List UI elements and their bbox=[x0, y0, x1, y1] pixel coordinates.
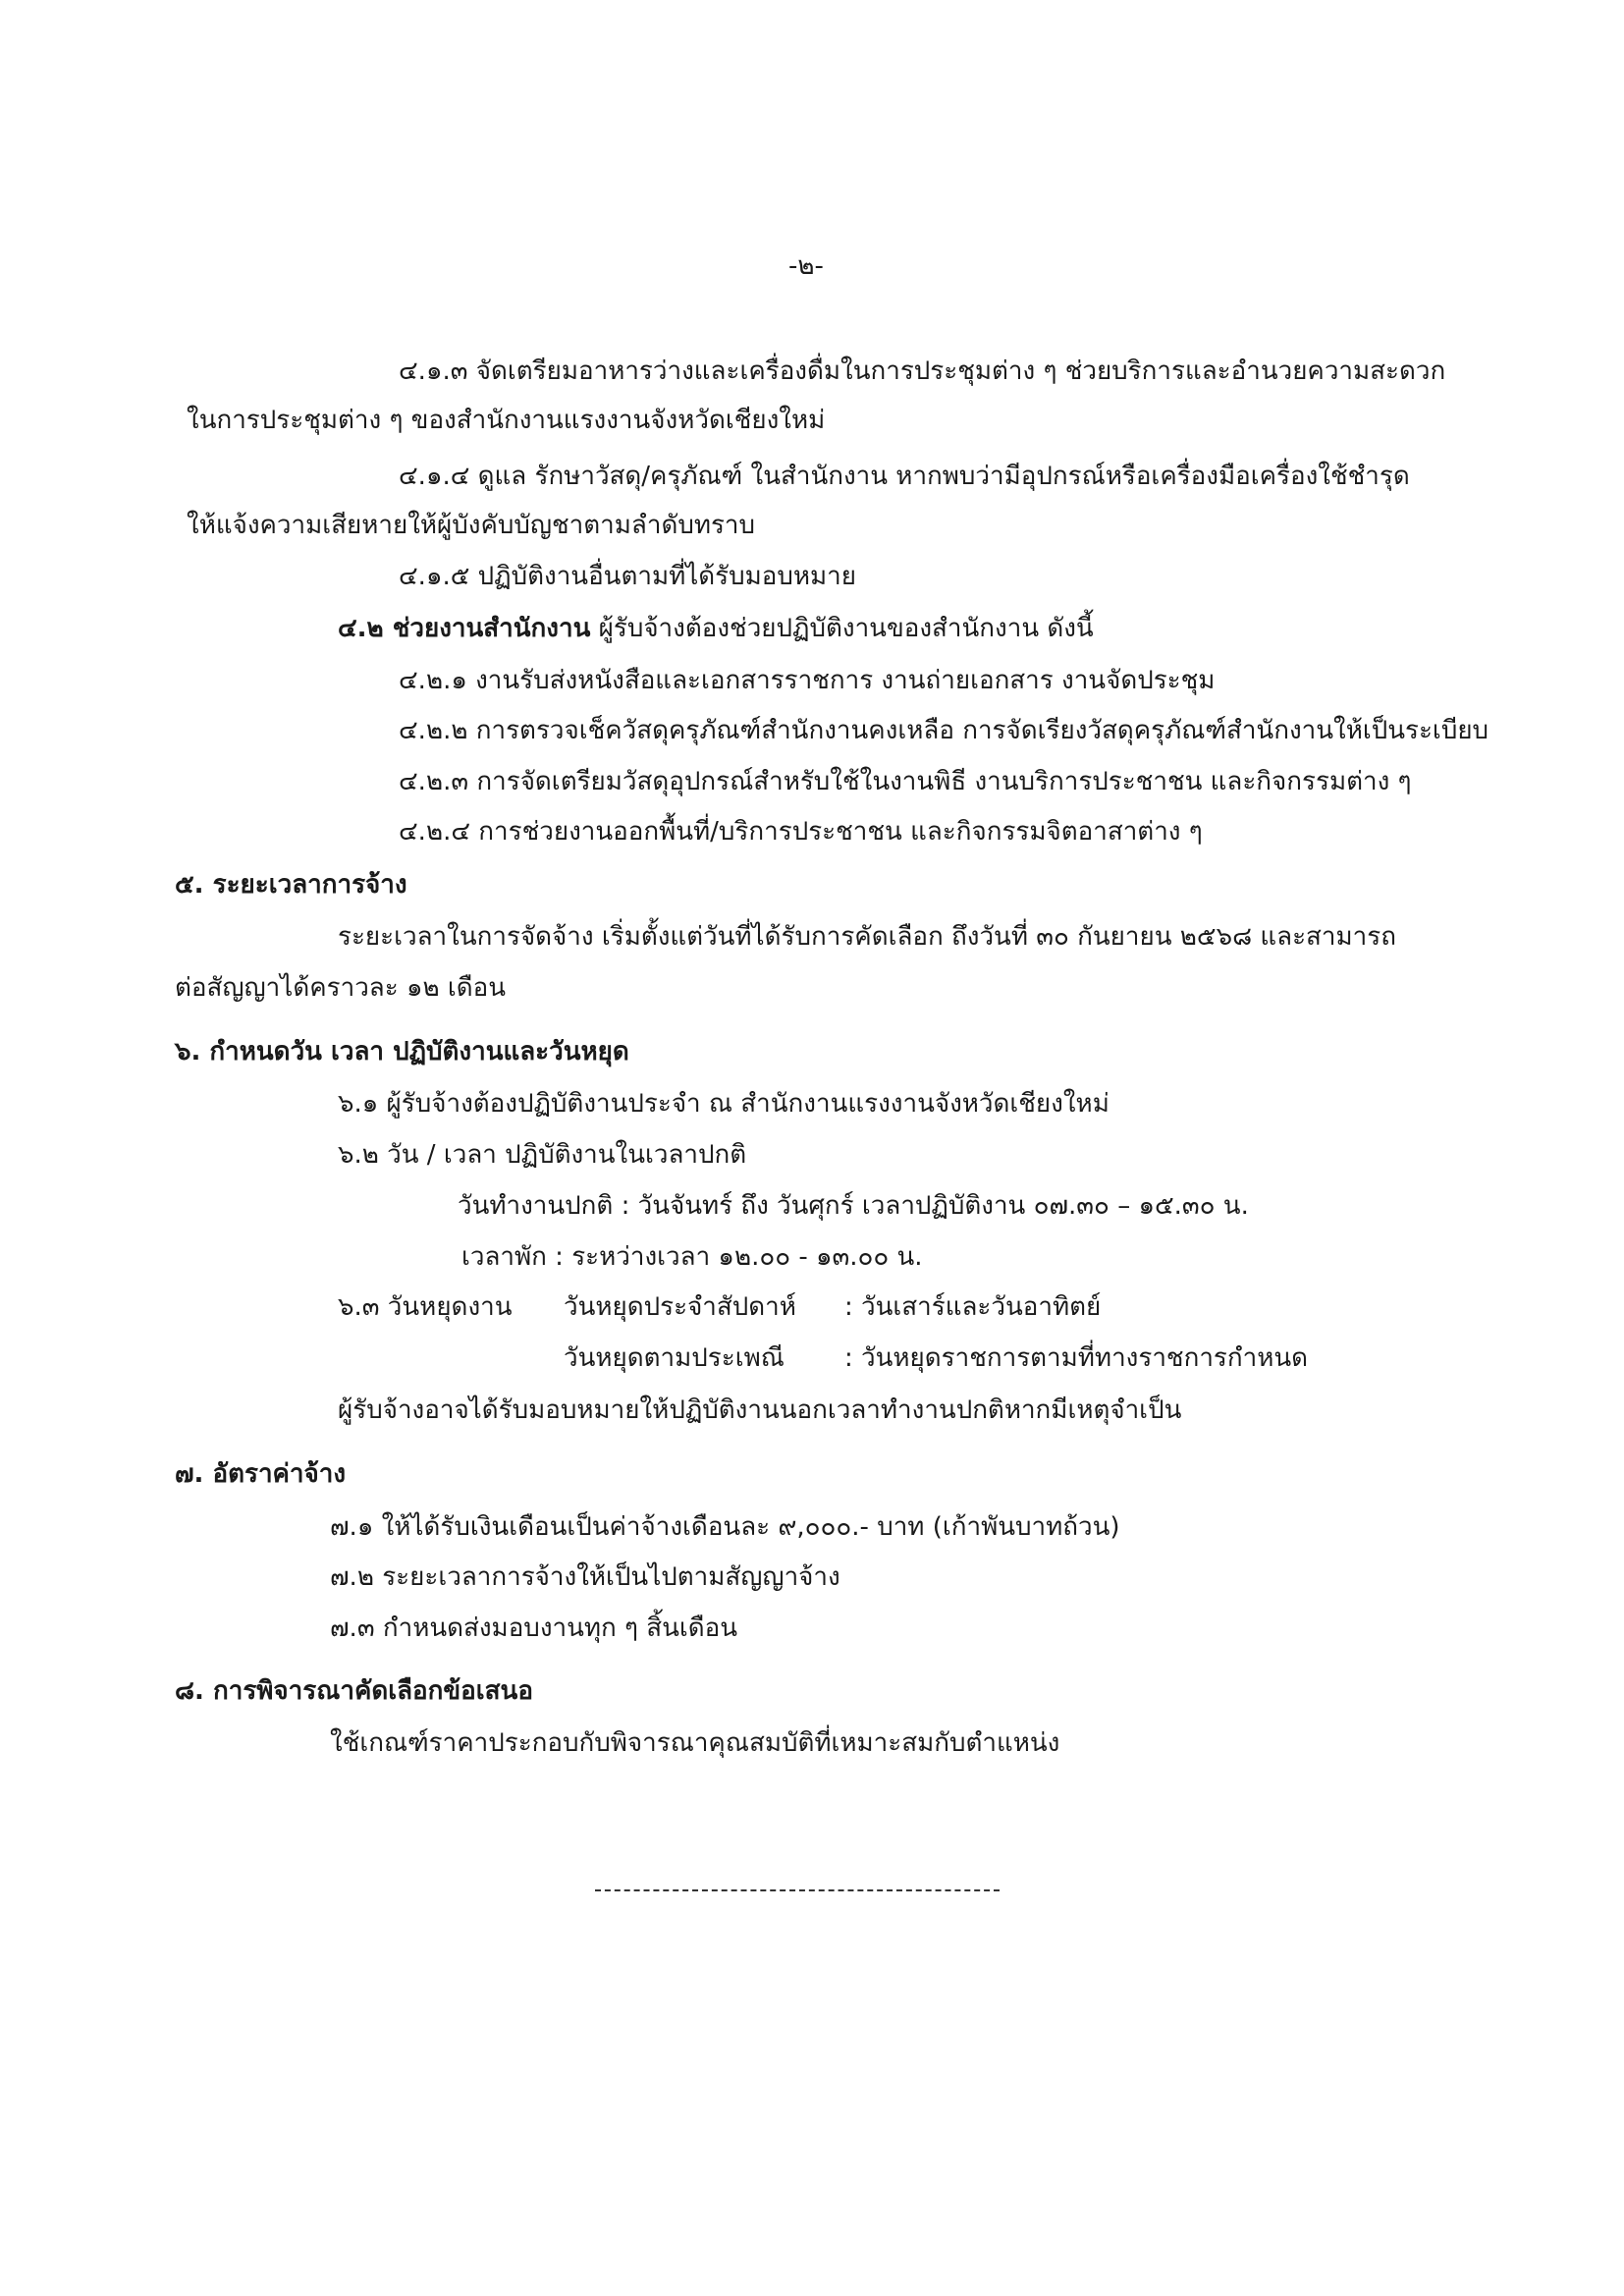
item-4-2-4: ๔.๒.๔ การช่วยงานออกพื้นที่/บริการประชาชน และกิจกรรมจิตอาสาต่าง ๆ bbox=[399, 817, 1203, 847]
item-7-3: ๗.๓ กำหนดส่งมอบงานทุก ๆ สิ้นเดือน bbox=[330, 1613, 738, 1643]
item-4-1-5: ๔.๑.๕ ปฏิบัติงานอื่นตามที่ได้รับมอบหมาย bbox=[399, 562, 857, 591]
item-7-1: ๗.๑ ให้ได้รับเงินเดือนเป็นค่าจ้างเดือนละ ๙,๐๐๐.- บาท (เก้าพันบาทถ้วน) bbox=[330, 1512, 1120, 1542]
section-5-heading: ๕. ระยะเวลาการจ้าง bbox=[175, 870, 407, 900]
section-4-2-intro: ผู้รับจ้างต้องช่วยปฏิบัติงานของสำนักงาน ดังนี้ bbox=[590, 614, 1094, 643]
item-4-2-3: ๔.๒.๓ การจัดเตรียมวัสดุอุปกรณ์สำหรับใช้ในงานพิธี งานบริการประชาชน และกิจกรรมต่าง ๆ bbox=[399, 767, 1412, 796]
item-7-2: ๗.๒ ระยะเวลาการจ้างให้เป็นไปตามสัญญาจ้าง bbox=[330, 1562, 840, 1592]
section-8-line1: ใช้เกณฑ์ราคาประกอบกับพิจารณาคุณสมบัติที่เหมาะสมกับตำแหน่ง bbox=[330, 1728, 1060, 1758]
section-5-line2: ต่อสัญญาได้คราวละ ๑๒ เดือน bbox=[175, 973, 507, 1003]
closing-dashed-separator bbox=[595, 1889, 1000, 1891]
section-4-2-title: ๔.๒ ช่วยงานสำนักงาน bbox=[338, 614, 591, 643]
break-line: เวลาพัก : ระหว่างเวลา ๑๒.๐๐ - ๑๓.๐๐ น. bbox=[461, 1242, 923, 1272]
section-8-heading: ๘. การพิจารณาคัดเลือกข้อเสนอ bbox=[175, 1676, 533, 1706]
section-4-2-heading bbox=[338, 616, 1094, 641]
traditional-holiday-value: : วันหยุดราชการตามที่ทางราชการกำหนด bbox=[844, 1343, 1309, 1373]
item-4-2-1: ๔.๒.๑ งานรับส่งหนังสือและเอกสารราชการ งานถ่ายเอกสาร งานจัดประชุม bbox=[399, 666, 1216, 695]
item-4-1-3-line2: ในการประชุมต่าง ๆ ของสำนักงานแรงงานจังหวัดเชียงใหม่ bbox=[187, 406, 826, 435]
item-4-1-4-line2: ให้แจ้งความเสียหายให้ผู้บังคับบัญชาตามลำดับทราบ bbox=[187, 511, 756, 540]
item-4-1-4-line1: ๔.๑.๔ ดูแล รักษาวัสดุ/ครุภัณฑ์ ในสำนักงาน หากพบว่ามีอุปกรณ์หรือเครื่องมือเครื่องใช้ชำรุด bbox=[399, 462, 1410, 491]
page-number: -๒- bbox=[788, 251, 824, 281]
weekly-holiday-value: : วันเสาร์และวันอาทิตย์ bbox=[844, 1292, 1102, 1322]
workday-line: วันทำงานปกติ : วันจันทร์ ถึง วันศุกร์ เวลาปฏิบัติงาน ๐๗.๓๐ – ๑๕.๓๐ น. bbox=[458, 1191, 1249, 1221]
overtime-note: ผู้รับจ้างอาจได้รับมอบหมายให้ปฏิบัติงานนอกเวลาทำงานปกติหากมีเหตุจำเป็น bbox=[338, 1395, 1182, 1425]
item-6-1: ๖.๑ ผู้รับจ้างต้องปฏิบัติงานประจำ ณ สำนักงานแรงงานจังหวัดเชียงใหม่ bbox=[338, 1089, 1110, 1119]
section-6-heading: ๖. กำหนดวัน เวลา ปฏิบัติงานและวันหยุด bbox=[175, 1037, 629, 1066]
traditional-holiday-label: วันหยุดตามประเพณี bbox=[564, 1343, 785, 1373]
item-4-1-3-line1: ๔.๑.๓ จัดเตรียมอาหารว่างและเครื่องดื่มในการประชุมต่าง ๆ ช่วยบริการและอำนวยความสะดวก bbox=[399, 356, 1446, 386]
section-5-line1: ระยะเวลาในการจัดจ้าง เริ่มตั้งแต่วันที่ได้รับการคัดเลือก ถึงวันที่ ๓๐ กันยายน ๒๕๖๘ และสามารถ bbox=[338, 922, 1396, 952]
item-4-2-2: ๔.๒.๒ การตรวจเช็ควัสดุครุภัณฑ์สำนักงานคงเหลือ การจัดเรียงวัสดุครุภัณฑ์สำนักงานให้เป็นระเบียบ bbox=[399, 716, 1489, 745]
item-6-2: ๖.๒ วัน / เวลา ปฏิบัติงานในเวลาปกติ bbox=[338, 1140, 747, 1170]
section-7-heading: ๗. อัตราค่าจ้าง bbox=[175, 1459, 347, 1489]
item-6-3-label: ๖.๓ วันหยุดงาน bbox=[338, 1292, 513, 1322]
weekly-holiday-label: วันหยุดประจำสัปดาห์ bbox=[564, 1292, 796, 1322]
